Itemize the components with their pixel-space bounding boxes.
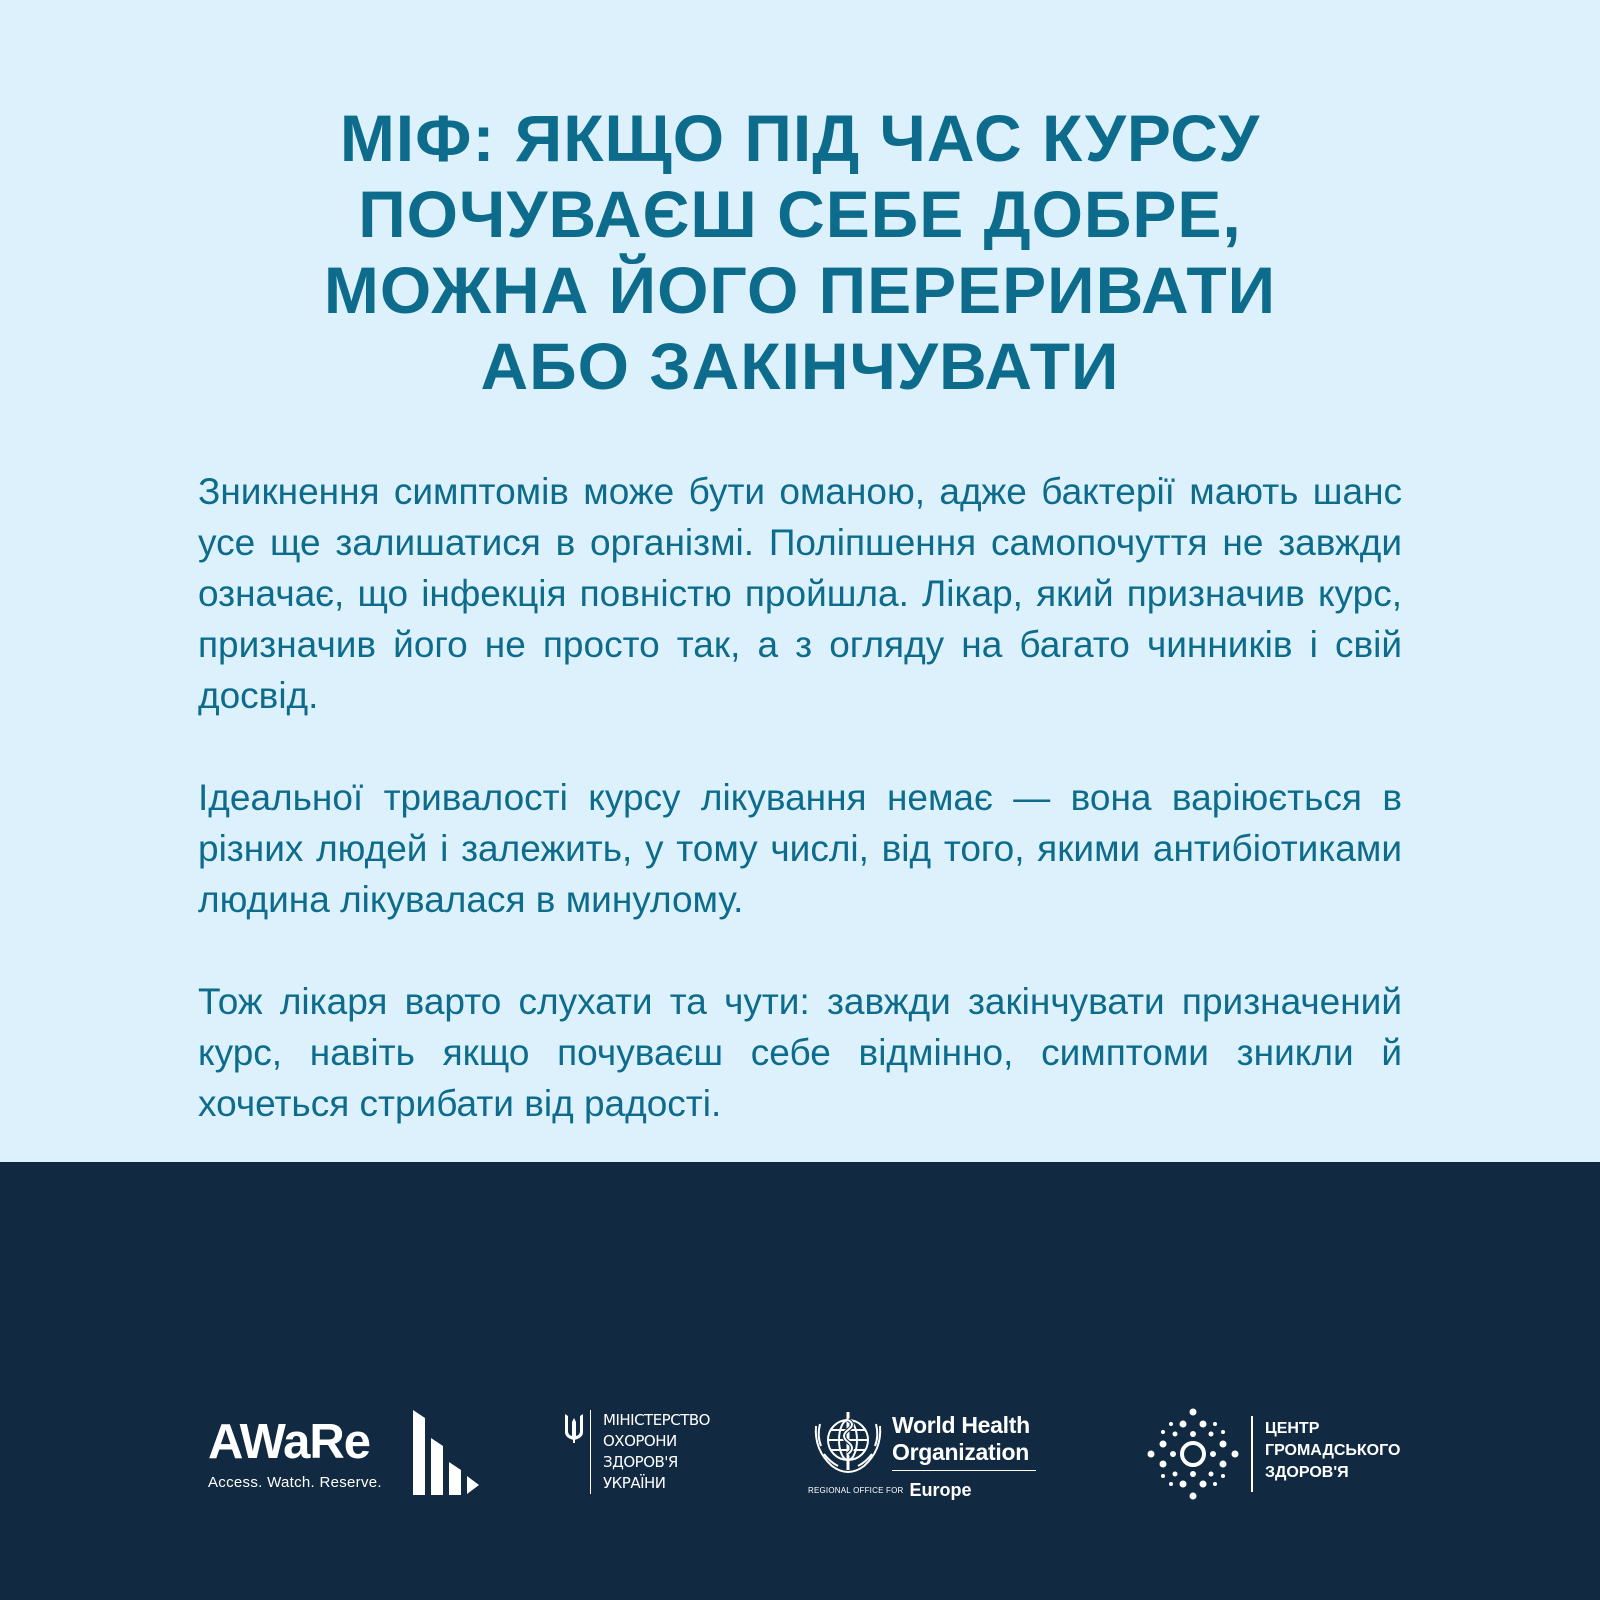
public-health-name: ЦЕНТР ГРОМАДСЬКОГО ЗДОРОВ'Я <box>1265 1420 1401 1481</box>
public-health-center-logo <box>1145 1406 1405 1502</box>
aware-tagline: Access. Watch. Reserve. <box>208 1474 382 1491</box>
ministry-logo <box>563 1410 723 1500</box>
public-health-divider <box>1251 1416 1253 1492</box>
trident-icon <box>563 1412 585 1444</box>
title-line: ПОЧУВАЄШ СЕБЕ ДОБРЕ, <box>358 177 1242 251</box>
paragraph-duration: Ідеальної тривалості курсу лікування немає — вона варіюється в різних людей і залежить, у тому числі, від того, якими антибіотиками людина лікувалася в минулому. <box>198 777 1402 920</box>
paragraph-symptoms: Зникнення симптомів може бути оманою, адже бактерії мають шанс усе ще залишатися в організмі. Поліпшення самопочуття не завжди означає, що інфекція повністю пройшла. Лікар, який призначив курс, призначив його не просто так, а з огляду на багато чинників і свій досвід. <box>198 471 1402 716</box>
aware-logo <box>205 1410 485 1500</box>
ministry-divider <box>590 1410 591 1494</box>
footer-panel <box>0 1162 1600 1600</box>
aware-wordmark: AWaRe <box>208 1415 371 1469</box>
who-emblem-icon <box>808 1406 888 1478</box>
who-regional-office: REGIONAL OFFICE FOR Europe <box>808 1480 972 1500</box>
who-divider <box>892 1470 1036 1471</box>
body-text <box>198 466 1402 1129</box>
dots-cross-icon <box>1145 1406 1241 1502</box>
who-name: World Health Organization <box>892 1412 1030 1465</box>
title-line: МІФ: ЯКЩО ПІД ЧАС КУРСУ <box>339 101 1261 175</box>
ministry-name: МІНІСТЕРСТВО ОХОРОНИ ЗДОРОВ'Я УКРАЇНИ <box>603 1411 710 1492</box>
paragraph-advice: Тож лікаря варто слухати та чути: завжди закінчувати призначений курс, навіть якщо почуваєш себе відмінно, симптоми зникли й хочеться стрибати від радості. <box>198 981 1402 1124</box>
who-logo <box>808 1406 1048 1502</box>
title-line: МОЖНА ЙОГО ПЕРЕРИВАТИ <box>323 253 1277 327</box>
aware-bars-icon <box>413 1410 483 1500</box>
page-title <box>200 100 1400 404</box>
title-line: АБО ЗАКІНЧУВАТИ <box>480 329 1120 403</box>
